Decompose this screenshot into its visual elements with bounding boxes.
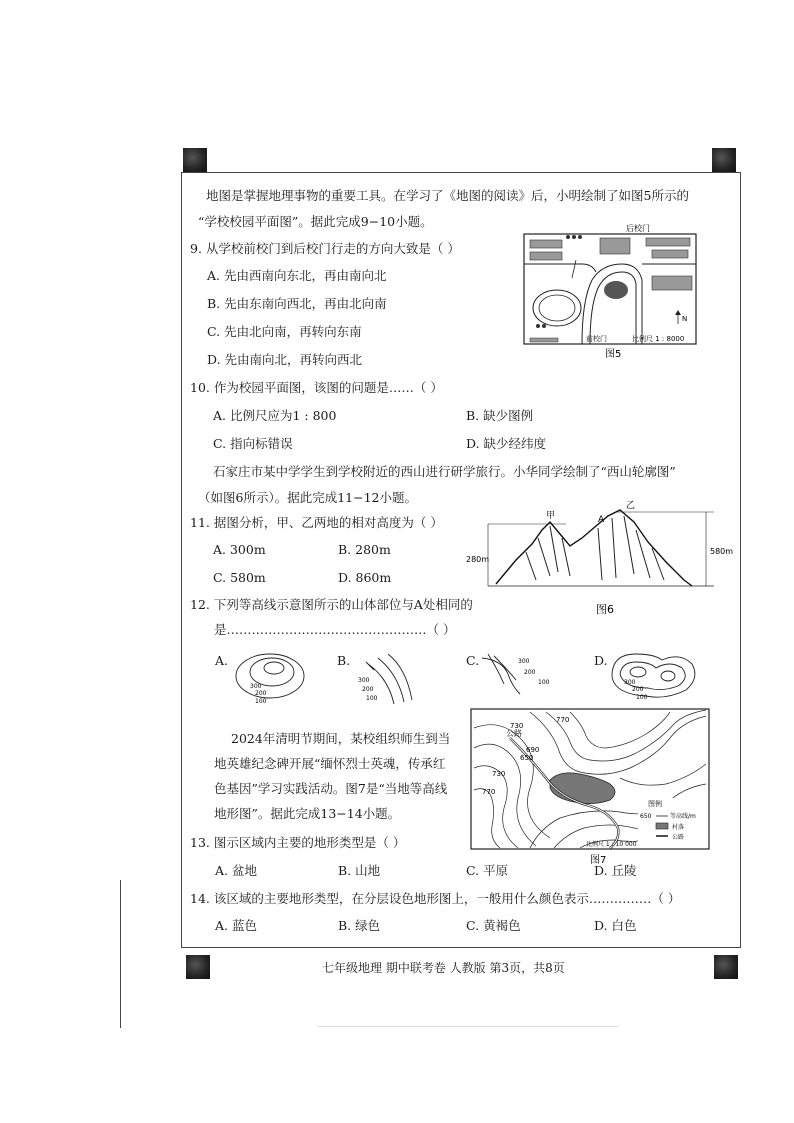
q13-stem: 13. 图示区域内主要的地形类型是（ ） bbox=[190, 835, 406, 850]
q14-option-d: D. 白色 bbox=[594, 918, 637, 933]
fig7-elev-650: 650 bbox=[520, 754, 534, 762]
q12-d-300: 300 bbox=[624, 679, 636, 686]
fig7-contour-map bbox=[470, 708, 710, 870]
q9-option-a: A. 先由西南向东北，再由南向北 bbox=[207, 268, 387, 283]
q11-option-d: D. 860m bbox=[338, 570, 392, 585]
fig5-scale-label: 比例尺 1 : 8000 bbox=[632, 335, 685, 343]
registration-mark-bottom-left bbox=[186, 955, 210, 979]
intro1-line2: “学校校园平面图”。据此完成9−10小题。 bbox=[198, 214, 433, 229]
q14-option-c: C. 黄褐色 bbox=[466, 918, 521, 933]
q12-c-200: 200 bbox=[524, 669, 536, 676]
intro3-line3: 色基因”学习实践活动。图7是“当地等高线 bbox=[214, 781, 448, 796]
fig7-legend-title: 图例 bbox=[648, 800, 662, 808]
q12-stem-line2: 是…………………………………………（ ） bbox=[214, 622, 456, 637]
intro3-line1: 2024年清明节期间，某校组织师生到当 bbox=[231, 731, 451, 746]
q10-option-c: C. 指向标错误 bbox=[213, 436, 293, 451]
fig7-caption: 图7 bbox=[590, 855, 607, 866]
fig5-front-gate-label: 前校门 bbox=[586, 335, 607, 343]
fig6-caption: 图6 bbox=[596, 603, 614, 616]
fig5-caption: 图5 bbox=[605, 349, 622, 360]
fig6-left-height: 280m bbox=[466, 555, 490, 564]
q12-a-100: 100 bbox=[255, 698, 267, 705]
q12-c-100: 100 bbox=[538, 679, 550, 686]
q13-option-b: B. 山地 bbox=[338, 863, 381, 878]
q12-a-300: 300 bbox=[250, 683, 262, 690]
fig7-elev-730-top: 730 bbox=[510, 722, 524, 730]
q12-a-200: 200 bbox=[255, 690, 267, 697]
q12-b-300: 300 bbox=[358, 677, 370, 684]
q12-option-d-label: D. bbox=[594, 653, 608, 668]
q11-option-b: B. 280m bbox=[338, 542, 391, 557]
q11-option-c: C. 580m bbox=[213, 570, 266, 585]
q12-stem-line1: 12. 下列等高线示意图所示的山体部位与A处相同的 bbox=[190, 597, 473, 612]
q12-option-a-label: A. bbox=[215, 653, 229, 668]
intro3-line4: 地形图”。据此完成13−14小题。 bbox=[214, 806, 401, 821]
q13-option-c: C. 平原 bbox=[466, 863, 509, 878]
fig5-back-gate-label: 后校门 bbox=[626, 224, 650, 233]
q12-d-200: 200 bbox=[632, 686, 644, 693]
fig6-a-label: A bbox=[598, 515, 605, 525]
q13-option-a: A. 盆地 bbox=[215, 863, 257, 878]
fig7-legend-village: 村落 bbox=[672, 824, 685, 831]
page-footer: 七年级地理 期中联考卷 人教版 第3页，共8页 bbox=[322, 961, 565, 975]
q13-option-d: D. 丘陵 bbox=[594, 863, 637, 878]
q12-option-b-label: B. bbox=[337, 653, 351, 668]
q14-option-a: A. 蓝色 bbox=[215, 918, 257, 933]
q9-stem: 9. 从学校前校门到后校门行走的方向大致是（ ） bbox=[190, 241, 460, 256]
fig7-elev-770-left: 770 bbox=[482, 788, 496, 796]
fig7-legend-road: 公路 bbox=[672, 834, 685, 841]
q12-b-100: 100 bbox=[366, 695, 378, 702]
fig7-elev-770-top: 770 bbox=[556, 716, 570, 724]
q12-option-a-contour bbox=[228, 648, 310, 706]
fig5-north-label: N bbox=[682, 315, 688, 323]
fig6-mountain-profile bbox=[466, 500, 734, 618]
q11-option-a: A. 300m bbox=[213, 542, 266, 557]
q14-stem: 14. 该区域的主要地形类型，在分层设色地形图上，一般用什么颜色表示……………（ ） bbox=[190, 891, 681, 906]
q10-option-d: D. 缺少经纬度 bbox=[466, 436, 547, 451]
q9-option-c: C. 先由北向南，再转向东南 bbox=[207, 324, 362, 339]
q12-option-c-contour bbox=[478, 650, 558, 702]
fig7-legend-contour: 等高线/m bbox=[670, 813, 696, 820]
fig6-jia-label: 甲 bbox=[546, 511, 556, 521]
intro1-line1: 地图是掌握地理事物的重要工具。在学习了《地图的阅读》后，小明绘制了如图5所示的 bbox=[206, 188, 689, 203]
q12-c-300: 300 bbox=[518, 658, 530, 665]
fig6-yi-label: 乙 bbox=[626, 501, 636, 511]
fig7-scale: 比例尺 1 : 10 000 bbox=[586, 841, 637, 848]
q9-option-b: B. 先由东南向西北，再由北向南 bbox=[207, 296, 387, 311]
q10-stem: 10. 作为校园平面图，该图的问题是……（ ） bbox=[190, 380, 443, 395]
registration-mark-top-left bbox=[183, 148, 207, 172]
scan-bottom-line bbox=[318, 1026, 618, 1027]
fig7-elev-730-left: 730 bbox=[492, 770, 506, 778]
fig6-right-height: 580m bbox=[710, 547, 734, 556]
q10-option-b: B. 缺少图例 bbox=[466, 408, 534, 423]
q14-option-b: B. 绿色 bbox=[338, 918, 381, 933]
fig7-legend-650: 650 bbox=[640, 813, 652, 820]
intro3-line2: 地英雄纪念碑开展“缅怀烈士英魂，传承红 bbox=[214, 756, 446, 771]
q12-d-100: 100 bbox=[636, 694, 648, 701]
q12-option-d-contour bbox=[606, 646, 702, 702]
scan-edge-line bbox=[120, 880, 121, 1028]
q12-b-200: 200 bbox=[362, 686, 374, 693]
registration-mark-bottom-right bbox=[714, 955, 738, 979]
fig7-road-label: 公路 bbox=[506, 729, 522, 738]
q10-option-a: A. 比例尺应为1 : 800 bbox=[213, 408, 337, 423]
q12-option-b-contour bbox=[348, 648, 438, 708]
registration-mark-top-right bbox=[712, 148, 736, 172]
fig5-campus-map bbox=[522, 220, 700, 372]
fig7-elev-690: 690 bbox=[526, 746, 540, 754]
intro2-line2: （如图6所示）。据此完成11−12小题。 bbox=[198, 490, 417, 505]
q11-stem: 11. 据图分析，甲、乙两地的相对高度为（ ） bbox=[190, 515, 443, 530]
q12-option-c-label: C. bbox=[466, 653, 480, 668]
q9-option-d: D. 先由南向北，再转向西北 bbox=[207, 352, 363, 367]
intro2-line1: 石家庄市某中学学生到学校附近的西山进行研学旅行。小华同学绘制了“西山轮廓图” bbox=[213, 464, 676, 479]
